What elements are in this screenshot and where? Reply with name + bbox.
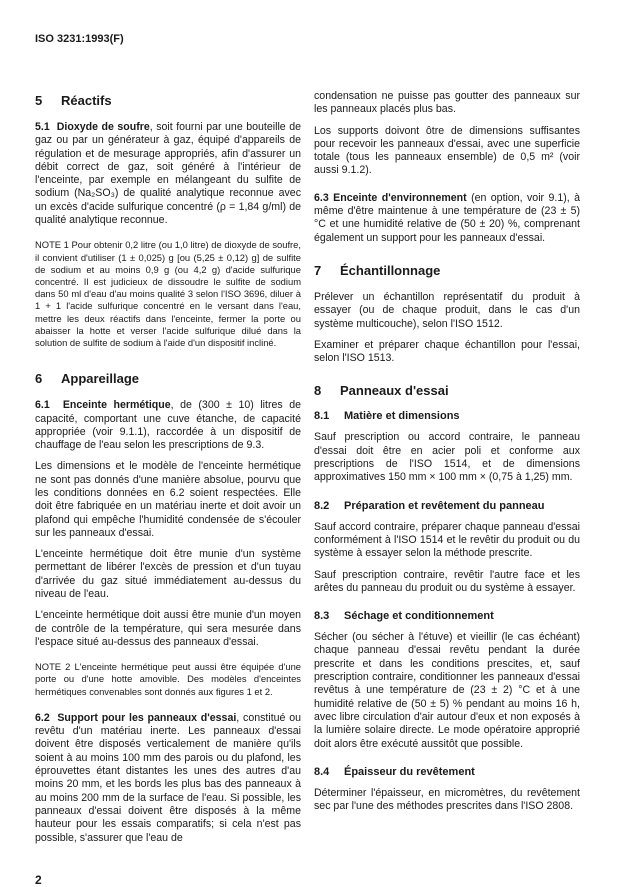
paragraph-8-4: Déterminer l'épaisseur, en micromètres, du revêtement sec par l'une des méthodes prescrites dans l'ISO 2808.	[314, 786, 580, 813]
clause-text: , constitué ou revêtu d'un matériau inerte. Les panneaux d'essai doivent être disposés verticalement de manière qu'ils soient à au moins 100 mm des parois ou du plafond, les éprouvettes étant distantes les unes des autres d'au moins 20 mm, et les bords les plus bas des panneaux à au moins 200 mm de la surface de l'eau. Si possible, les panneaux d'essai doivent être disposés à la même hauteur pour les essais comparatifs; si cela n'est pas possible, s'assurer que l'eau de	[35, 711, 302, 844]
heading-8-3	[314, 609, 580, 623]
paragraph-8-2-2: Sauf prescription contraire, revêtir l'autre face et les arêtes du panneau du produit ou du système à essayer.	[314, 568, 580, 594]
section-number: 8.3	[314, 610, 330, 623]
section-title: Échantillonnage	[340, 262, 441, 278]
section-number: 8.4	[314, 765, 330, 778]
section-number: 8.1	[314, 410, 330, 423]
paragraph-6-2	[35, 712, 301, 845]
paragraph-6-1-3: L'enceinte hermétique doit être munie d'un système permettant de libérer l'excès de pression et d'un tuyau d'arrivée du gaz situé immédiatement au-dessus du niveau de l'eau.	[35, 548, 301, 601]
section-title: Matière et dimensions	[344, 410, 460, 423]
clause-lead: Support pour les panneaux d'essai	[57, 711, 237, 724]
heading-8-1	[314, 409, 580, 423]
clause-lead: Enceinte d'environnement	[333, 191, 467, 204]
clause-number: 6.3	[314, 191, 329, 204]
section-title: Préparation et revêtement du panneau	[344, 499, 545, 512]
paragraph-6-1-4: L'enceinte hermétique doit aussi être munie d'un moyen de contrôle de la température, qui sera mesurée dans l'espace situé au-dessus des panneaux d'essai.	[35, 609, 301, 648]
section-title: Épaisseur du revêtement	[344, 765, 475, 778]
heading-section-6	[35, 371, 301, 387]
paragraph-8-2: Sauf accord contraire, préparer chaque panneau d'essai conformément à l'ISO 1514 et le revêtir du produit ou du système à essayer selon la méthode prescrite.	[314, 520, 580, 560]
heading-8-2	[314, 499, 580, 513]
section-title: Séchage et conditionnement	[344, 610, 494, 623]
section-title: Appareillage	[61, 371, 140, 387]
clause-number: 6.1	[35, 399, 50, 412]
clause-text: (en option, voir 9.1), à même d'être maintenue à une température de (23 ± 5) °C et une humidité relative de (50 ± 20) %, comprenant également un support pour les panneaux d'essai.	[314, 191, 580, 244]
paragraph-8-1: Sauf prescription ou accord contraire, le panneau d'essai doit être en acier poli et conforme aux prescriptions de l'ISO 1514, et de dimensions approximatives 150 mm × 100 mm × (0,75 à 1,25) mm.	[314, 431, 580, 484]
clause-lead: Dioxyde de soufre	[56, 121, 150, 133]
paragraph-6-1	[35, 399, 301, 452]
clause-text: , soit fourni par une bouteille de gaz ou par un générateur à gaz, équipé d'appareils de régulation et de mesurage appropriés, afin d'assurer un débit correct de gaz, soit généré à l'intérieur de l'enceinte, par exemple en mélangeant du sulfite de sodium (Na₂SO₃) de qualité analytique reconnue avec un excès d'acide sulfurique concentré (ρ = 1,84 g/ml) de qualité analytique reconnue.	[35, 121, 301, 227]
section-number: 8.2	[314, 499, 330, 512]
note-2: NOTE 2 L'enceinte hermétique peut aussi être équipée d'une porte ou d'une hotte amovible. Des modèles d'enceintes hermétiques convenables sont donnés aux figures 1 et 2.	[35, 661, 301, 697]
note-1: NOTE 1 Pour obtenir 0,2 litre (ou 1,0 litre) de dioxyde de soufre, il convient d'utiliser (1 ± 0,025) g [ou (5,25 ± 0,12) g] de sulfite de sodium et au moins 0,9 g (ou 4,2 g) d'acide sulfurique concentré. Il est judicieux de dissoudre le sulfite de sodium dans 50 ml d'eau d'au moins qualité 3 selon l'ISO 3696, diluer à 1 + 1 l'acide sulfurique concentré en le versant dans l'eau, mettre les deux réactifs dans l'enceinte, fermer la porte ou abaisser la hotte et verser l'acide sulfurique dilué dans la solution de sulfite de sodium à l'aide d'un dispositif incliné.	[35, 239, 301, 348]
paragraph-6-3	[314, 192, 580, 245]
heading-8-4	[314, 765, 580, 779]
paragraph-6-2-cont: condensation ne puisse pas goutter des panneaux sur les panneaux placés plus bas.	[314, 90, 580, 116]
left-column	[35, 93, 301, 887]
heading-section-7	[314, 263, 580, 279]
heading-section-5	[35, 93, 301, 109]
section-title: Panneaux d'essai	[340, 383, 449, 399]
section-number: 6	[35, 371, 43, 387]
heading-section-8	[314, 383, 580, 399]
section-title: Réactifs	[61, 93, 112, 108]
document-header: ISO 3231:1993(F)	[35, 33, 124, 45]
paragraph-8-3: Sécher (ou sécher à l'étuve) et vieillir (le cas échéant) chaque panneau d'essai revêtu pendant la durée prescrite et dans les conditions prescites, et, sauf prescription contraire, conditionner les panneaux d'essai revêtus à une température de (23 ± 2) °C et à une humidité relative de (50 ± 5) % pendant au moins 16 h, avec libre circulation d'air autour d'eux et non exposés à la lumière solaire directe. Le mode opératoire approprié doit alors être exécuté aussitôt que possible.	[314, 631, 580, 750]
page-number: 2	[35, 872, 42, 887]
paragraph-6-2-2: Los supports doivont ôtre de dimensions suffisantes pour recevoir les panneaux d'essai, avec une superficie totale (tous les panneaux ensemble) de 0,5 m² (voir aussi 9.1.2).	[314, 124, 580, 177]
clause-number: 6.2	[35, 711, 50, 724]
clause-lead: Enceinte hermétique	[62, 399, 171, 412]
paragraph-5-1	[35, 121, 301, 227]
section-number: 8	[314, 383, 322, 399]
section-number: 5	[35, 93, 43, 108]
section-number: 7	[314, 262, 322, 278]
paragraph-6-1-2: Les dimensions et le modèle de l'enceinte hermétique ne sont pas donnés d'une manière absolue, pourvu que les conditions données en 6.2 soient respectées. Elle doit être fabriquée en un matériau inerte et doit avoir un plafond qui empêche l'humidité condensée de s'écouler sur les panneaux d'essai.	[35, 460, 301, 539]
clause-number: 5.1	[35, 121, 50, 133]
paragraph-7-2: Examiner et préparer chaque échantillon pour l'essai, selon l'ISO 1513.	[314, 338, 580, 365]
clause-text: , de (300 ± 10) litres de capacité, comportant une cuve étanche, de capacité appropriée (voir 9.1.1), raccordée à un dispositif de chauffage de l'eau selon les prescriptions de 9.3.	[35, 399, 302, 452]
right-column	[314, 90, 580, 813]
paragraph-7-1: Prélever un échantillon représentatif du produit à essayer (ou de chaque produit, dans le cas d'un système multicouche), selon l'ISO 1512.	[314, 290, 580, 330]
